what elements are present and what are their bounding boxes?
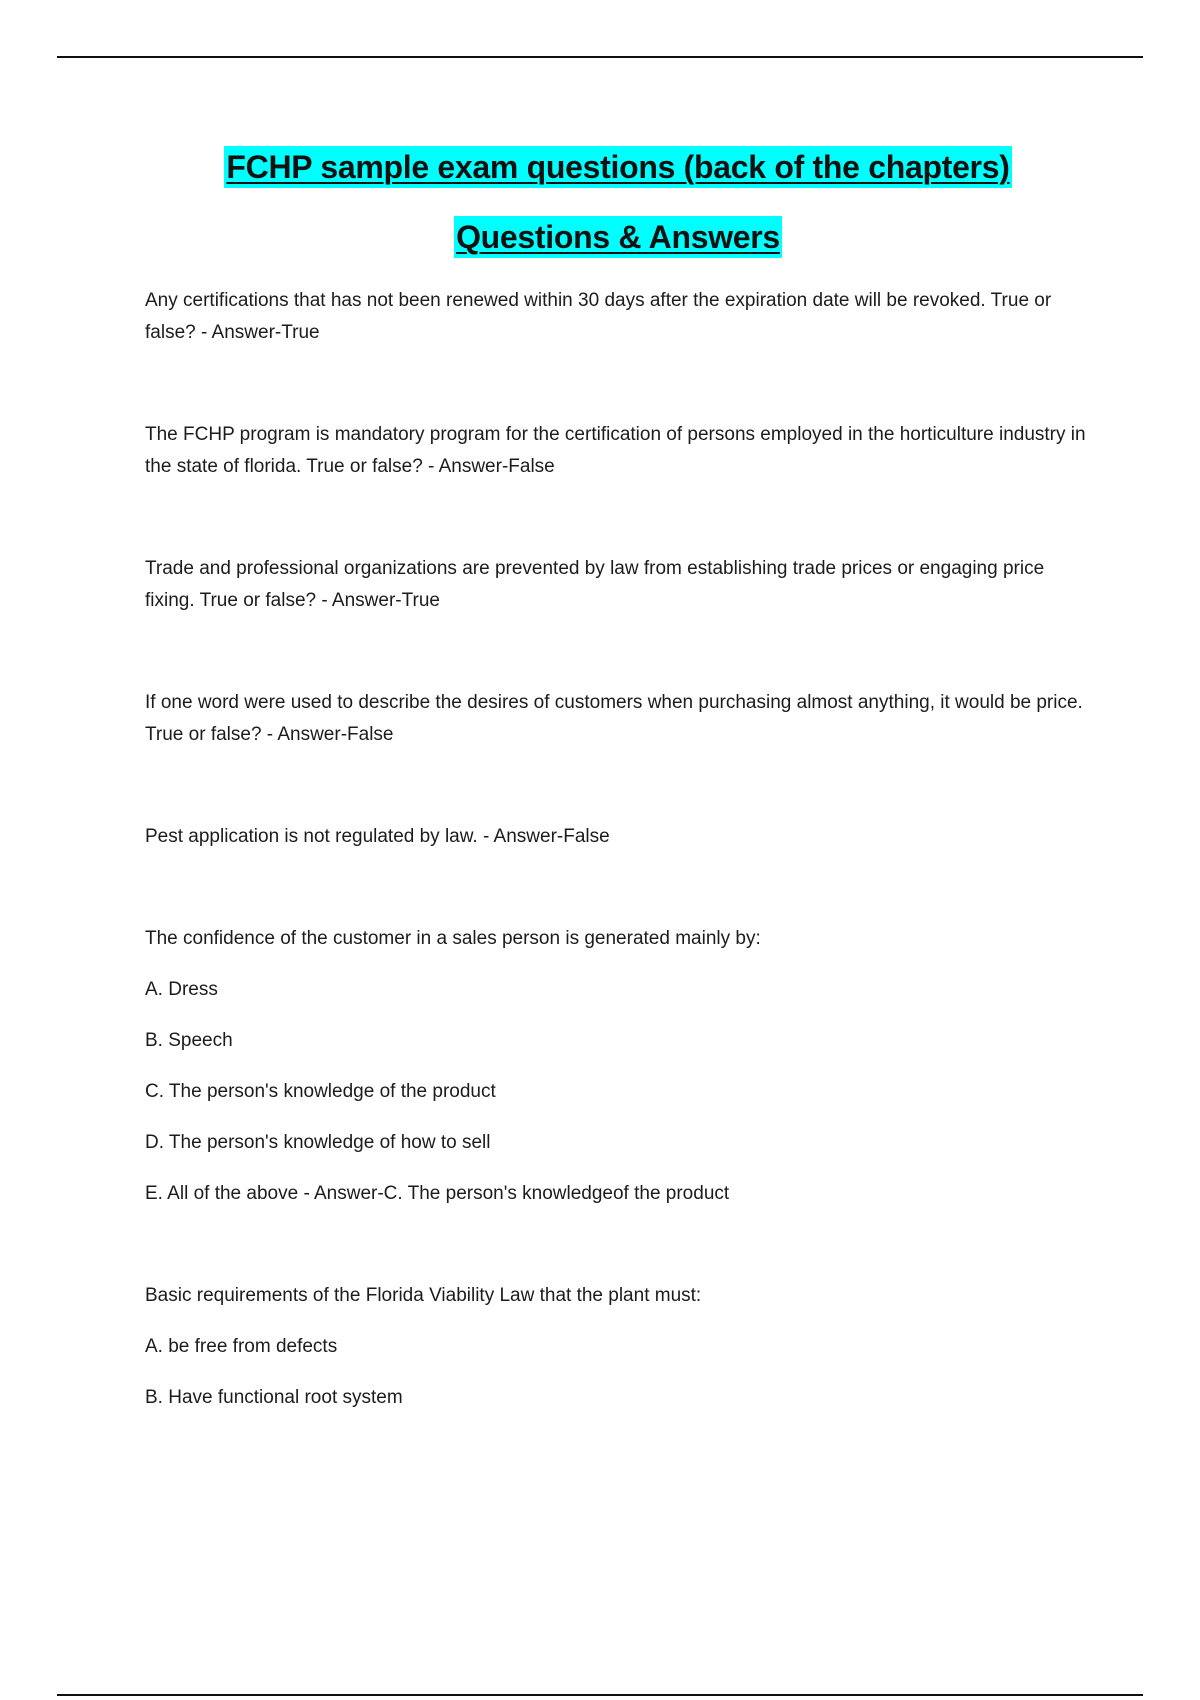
answer-option: B. Have functional root system xyxy=(145,1387,403,1408)
top-rule xyxy=(57,56,1143,58)
question-text: Trade and professional organizations are prevented by law from establishing trade prices or engaging price fixing. True or false? - Answer-True xyxy=(145,558,1045,611)
question-item xyxy=(145,285,1095,349)
question-item xyxy=(145,923,1095,1210)
question-list xyxy=(145,285,1095,1484)
question-text: Any certifications that has not been renewed within 30 days after the expiration date will be revoked. True or false? - Answer-True xyxy=(145,290,1052,343)
question-item xyxy=(145,687,1095,751)
document-header xyxy=(0,146,1200,258)
answer-option: E. All of the above - Answer-C. The person's knowledgeof the product xyxy=(145,1183,730,1204)
question-text: Basic requirements of the Florida Viability Law that the plant must: xyxy=(145,1285,702,1306)
question-text: If one word were used to describe the desires of customers when purchasing almost anything, it would be price. True or false? - Answer-False xyxy=(145,692,1083,745)
document-title: FCHP sample exam questions (back of the chapters) xyxy=(224,146,1011,188)
answer-option: D. The person's knowledge of how to sell xyxy=(145,1132,491,1153)
answer-option: A. Dress xyxy=(145,979,218,1000)
question-text: The confidence of the customer in a sales person is generated mainly by: xyxy=(145,928,761,949)
question-item xyxy=(145,553,1095,617)
answer-option: C. The person's knowledge of the product xyxy=(145,1081,496,1102)
answer-option: B. Speech xyxy=(145,1030,233,1051)
question-item xyxy=(145,419,1095,483)
bottom-rule xyxy=(57,1694,1143,1696)
document-subtitle: Questions & Answers xyxy=(454,216,782,258)
question-item xyxy=(145,1280,1095,1414)
question-item xyxy=(145,821,1095,853)
question-text: The FCHP program is mandatory program for the certification of persons employed in the horticulture industry in the state of florida. True or false? - Answer-False xyxy=(145,424,1086,477)
question-text: Pest application is not regulated by law. - Answer-False xyxy=(145,826,610,847)
answer-option: A. be free from defects xyxy=(145,1336,338,1357)
